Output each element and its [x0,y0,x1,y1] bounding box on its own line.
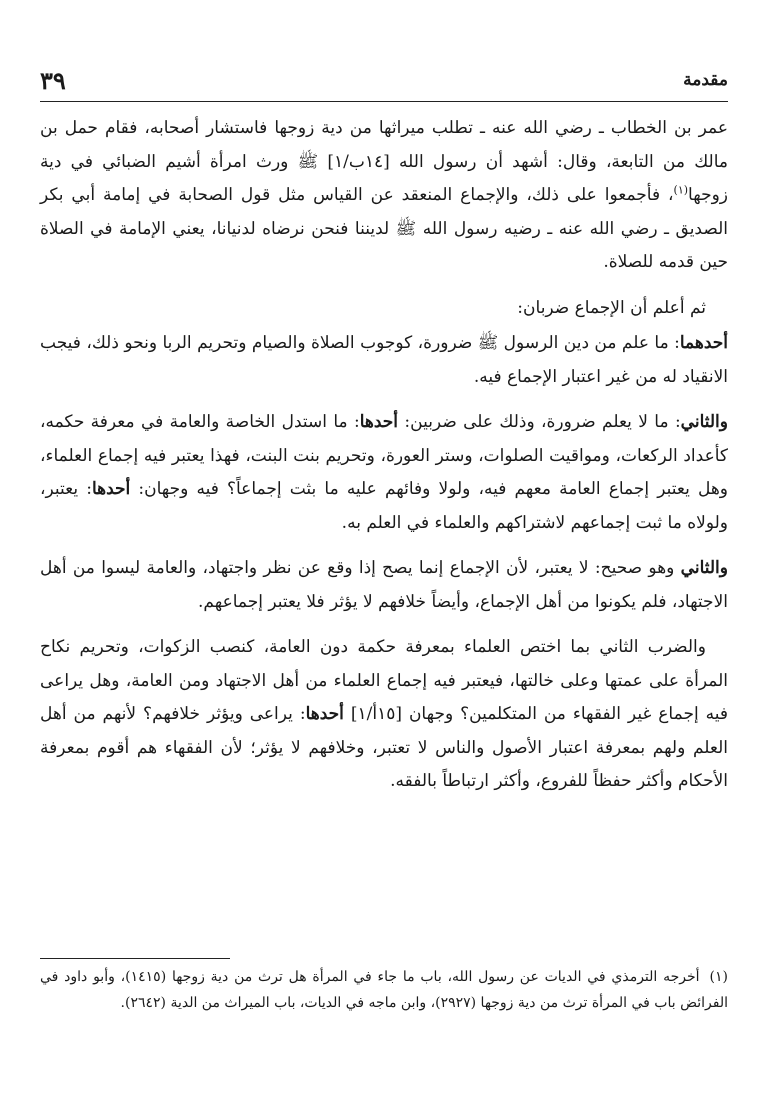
paragraph-6-text: والضرب الثاني بما اختص العلماء بمعرفة حكمة دون العامة، كنصب الزكوات، وتحريم نكاح المرأة على عمتها وعلى خالتها، فيعتبر فيه إجماع العلماء من أهل الاجتهاد ومن العامة، وهل يراعى فيه إجماع غير الفقهاء من المتكلمين؟ وجهان [١٥أ/١] [40,637,728,724]
paragraph-5 [40,552,728,619]
paragraph-5-text: وهو صحيح: لا يعتبر، لأن الإجماع إنما يصح إذا وقع عن نظر واجتهاد، والعامة ليسوا من أهل الاجتهاد، فلم يكونوا من أهل الإجماع، وأيضاً خلافهم لا يؤثر فلا يعتبر إجماعهم. [40,558,728,612]
footnote [40,964,728,1016]
paragraph-4-mid: أحدها [359,412,399,432]
footnote-reference[interactable]: (١) [673,183,689,197]
footnote-number: (١) [709,969,729,985]
paragraph-5-lead: والثاني [680,558,728,578]
paragraph-4-tail: : ما استدل الخاصة والعامة في معرفة حكمه، كأعداد الركعات، ومواقيت الصلوات، وستر العورة، وتحريم بنت البنت، فهذا يعتبر فيه إجماع العلماء، وهل يعتبر إجماع العامة معهم فيه، ولولا وفائهم عليه ما بثت إجماعاً؟ فيه وجهان: [40,412,729,499]
paragraph-4-text: : ما لا يعلم ضرورة، وذلك على ضربين: [404,412,681,432]
paragraph-6 [40,631,728,799]
paragraph-1-tail: ، فأجمعوا على ذلك، والإجماع المنعقد عن القياس مثل قول الصحابة في إمامة أبي بكر الصديق ـ رضي الله عنه ـ رضيه رسول الله ﷺ لديننا فنحن نرضاه لدنيانا، يعني الإمامة في الصلاة حين قدمه للصلاة. [40,185,728,272]
section-title: مقدمة [683,70,728,90]
paragraph-2-text: ثم أعلم أن الإجماع ضربان: [517,297,706,318]
header-rule [40,101,728,102]
paragraph-2 [40,292,728,326]
paragraph-4-lead: والثاني [680,412,728,432]
paragraph-3 [40,327,728,394]
paragraph-6-mid: أحدها [305,704,344,724]
paragraph-3-text: : ما علم من دين الرسول ﷺ ضرورة، كوجوب الصلاة والصيام وتحريم الربا ونحو ذلك، فيجب الانقياد له من غير اعتبار الإجماع فيه. [40,333,728,387]
paragraph-1 [40,112,728,280]
paragraph-1-text: عمر بن الخطاب ـ رضي الله عنه ـ تطلب ميراثها من دية زوجها فاستشار أصحابه، فقام حمل بن مالك من التابعة، وقال: أشهد أن رسول الله [١٤ب/١] ﷺ ورث امرأة أشيم الضبائي في دية زوجها [40,118,728,205]
footnote-rule [40,958,230,959]
page-number: ٣٩ [40,65,66,95]
paragraph-3-lead: أحدهما [679,333,728,353]
paragraph-4-tail2: : يعتبر، ولولاه ما ثبت إجماعهم لاشتراكهم والعلماء في العلم به. [40,479,728,533]
main-text [40,112,728,811]
page-header [40,60,728,100]
footnote-text: أخرجه الترمذي في الديات عن رسول الله، باب ما جاء في المرأة هل ترث من دية زوجها (١٤١٥)، وأبو داود في الفرائض باب في المرأة ترث من دية زوجها (٢٩٢٧)، وابن ماجه في الديات، باب الميراث من الدية (٢٦٤٢). [40,969,728,1011]
paragraph-6-tail: : يراعى ويؤثر خلافهم؟ لأنهم من أهل العلم ولهم بمعرفة اعتبار الأصول والناس لا تعتبر، وخلافهم لا يؤثر؛ لأن الفقهاء هم أقوم بمعرفة الأحكام وأكثر حفظاً للفروع، وأكثر ارتباطاً بالفقه. [40,704,728,791]
paragraph-4-mid2: أحدها [91,479,131,499]
paragraph-4 [40,406,728,540]
